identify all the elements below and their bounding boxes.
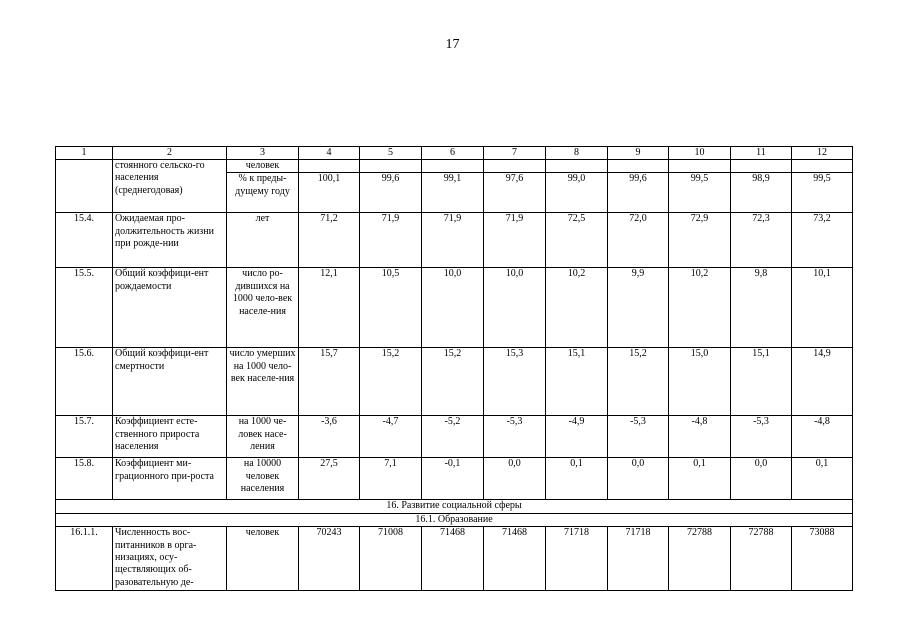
value-cell: 15,2: [422, 348, 484, 416]
value-cell: 10,5: [360, 268, 422, 348]
value-cell: 0,1: [792, 458, 853, 500]
value-cell: 9,8: [731, 268, 792, 348]
value-cell: 72,9: [669, 213, 731, 268]
header-cell: 10: [669, 147, 731, 160]
value-cell: -4,9: [546, 416, 608, 458]
value-cell: 73,2: [792, 213, 853, 268]
table-row: [56, 160, 853, 173]
row-number-cell: 15.7.: [56, 416, 113, 458]
header-cell: 2: [113, 147, 227, 160]
value-cell: 71,9: [484, 213, 546, 268]
value-cell: [546, 160, 608, 173]
value-cell: 12,1: [299, 268, 360, 348]
indicator-name-cell: Коэффициент ми-грационного при-роста: [113, 458, 227, 500]
unit-cell: человек: [227, 527, 299, 591]
value-cell: -5,3: [731, 416, 792, 458]
value-cell: 15,2: [608, 348, 669, 416]
value-cell: 71,9: [422, 213, 484, 268]
column-number-header-row: [56, 147, 853, 160]
indicator-name-cell: Общий коэффици-ент смертности: [113, 348, 227, 416]
value-cell: 72,3: [731, 213, 792, 268]
value-cell: 99,1: [422, 173, 484, 213]
value-cell: 10,2: [669, 268, 731, 348]
header-cell: 7: [484, 147, 546, 160]
value-cell: 71008: [360, 527, 422, 591]
section-heading-row: [56, 500, 853, 513]
value-cell: 71718: [608, 527, 669, 591]
indicator-name-cell: Численность вос-питанников в орга-низациях, осу-ществляющих об-разовательную де-: [113, 527, 227, 591]
row-number-cell: 15.4.: [56, 213, 113, 268]
header-cell: 1: [56, 147, 113, 160]
value-cell: 99,5: [669, 173, 731, 213]
value-cell: 71468: [422, 527, 484, 591]
table-row: [56, 348, 853, 416]
value-cell: [422, 160, 484, 173]
value-cell: 71,9: [360, 213, 422, 268]
value-cell: 0,1: [546, 458, 608, 500]
value-cell: 10,1: [792, 268, 853, 348]
indicator-name-cell: Ожидаемая про-должительность жизни при рожде-нии: [113, 213, 227, 268]
value-cell: [792, 160, 853, 173]
subsection-heading: 16.1. Образование: [56, 513, 853, 526]
header-cell: 11: [731, 147, 792, 160]
value-cell: 15,1: [731, 348, 792, 416]
value-cell: 72788: [731, 527, 792, 591]
value-cell: 14,9: [792, 348, 853, 416]
table-row: [56, 416, 853, 458]
unit-cell: лет: [227, 213, 299, 268]
value-cell: 99,0: [546, 173, 608, 213]
value-cell: 0,1: [669, 458, 731, 500]
value-cell: -4,8: [669, 416, 731, 458]
value-cell: 15,7: [299, 348, 360, 416]
value-cell: [669, 160, 731, 173]
value-cell: 10,0: [484, 268, 546, 348]
value-cell: 97,6: [484, 173, 546, 213]
value-cell: [608, 160, 669, 173]
value-cell: 72,0: [608, 213, 669, 268]
page-number: 17: [445, 37, 460, 52]
value-cell: 15,0: [669, 348, 731, 416]
value-cell: -4,8: [792, 416, 853, 458]
table-row: [56, 458, 853, 500]
indicator-name-cell: стоянного сельско-го населения (среднегодовая): [113, 160, 227, 213]
header-cell: 12: [792, 147, 853, 160]
value-cell: 71718: [546, 527, 608, 591]
value-cell: 98,9: [731, 173, 792, 213]
value-cell: 15,3: [484, 348, 546, 416]
value-cell: 99,6: [360, 173, 422, 213]
row-number-cell: 15.8.: [56, 458, 113, 500]
value-cell: 71,2: [299, 213, 360, 268]
value-cell: 99,6: [608, 173, 669, 213]
section-heading: 16. Развитие социальной сферы: [56, 500, 853, 513]
header-cell: 4: [299, 147, 360, 160]
value-cell: -5,2: [422, 416, 484, 458]
unit-cell: число умерших на 1000 чело-век населе-ния: [227, 348, 299, 416]
value-cell: 10,0: [422, 268, 484, 348]
value-cell: 15,2: [360, 348, 422, 416]
header-cell: 5: [360, 147, 422, 160]
header-cell: 8: [546, 147, 608, 160]
value-cell: 0,0: [731, 458, 792, 500]
unit-cell: % к преды-дущему году: [227, 173, 299, 213]
table-row: [56, 268, 853, 348]
value-cell: 71468: [484, 527, 546, 591]
value-cell: 15,1: [546, 348, 608, 416]
value-cell: -5,3: [484, 416, 546, 458]
value-cell: 100,1: [299, 173, 360, 213]
header-cell: 3: [227, 147, 299, 160]
row-number-cell: 16.1.1.: [56, 527, 113, 591]
value-cell: [731, 160, 792, 173]
value-cell: -5,3: [608, 416, 669, 458]
value-cell: 10,2: [546, 268, 608, 348]
value-cell: 0,0: [608, 458, 669, 500]
row-number-cell: [56, 160, 113, 213]
statistics-table: [55, 146, 853, 591]
value-cell: [299, 160, 360, 173]
row-number-cell: 15.6.: [56, 348, 113, 416]
table-row: [56, 527, 853, 591]
value-cell: 72,5: [546, 213, 608, 268]
value-cell: 0,0: [484, 458, 546, 500]
value-cell: 7,1: [360, 458, 422, 500]
value-cell: -0,1: [422, 458, 484, 500]
indicator-name-cell: Общий коэффици-ент рождаемости: [113, 268, 227, 348]
unit-cell: человек: [227, 160, 299, 173]
indicator-name-cell: Коэффициент есте-ственного прироста населения: [113, 416, 227, 458]
table-row: [56, 213, 853, 268]
header-cell: 9: [608, 147, 669, 160]
value-cell: [360, 160, 422, 173]
value-cell: 70243: [299, 527, 360, 591]
value-cell: 99,5: [792, 173, 853, 213]
value-cell: [484, 160, 546, 173]
value-cell: -3,6: [299, 416, 360, 458]
subsection-heading-row: [56, 513, 853, 526]
value-cell: 9,9: [608, 268, 669, 348]
unit-cell: на 1000 че-ловек насе-ления: [227, 416, 299, 458]
value-cell: 27,5: [299, 458, 360, 500]
header-cell: 6: [422, 147, 484, 160]
unit-cell: на 10000 человек населения: [227, 458, 299, 500]
row-number-cell: 15.5.: [56, 268, 113, 348]
value-cell: 73088: [792, 527, 853, 591]
unit-cell: число ро-дившихся на 1000 чело-век населе-ния: [227, 268, 299, 348]
value-cell: -4,7: [360, 416, 422, 458]
value-cell: 72788: [669, 527, 731, 591]
